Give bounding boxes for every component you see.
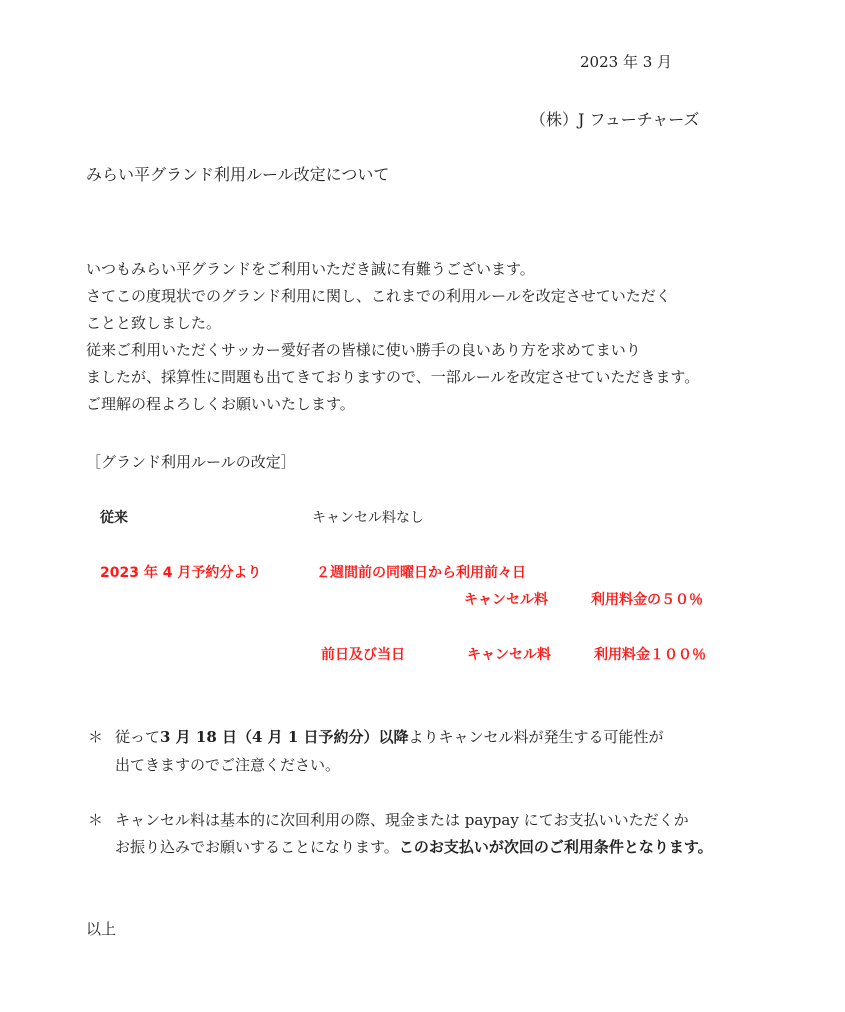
note2-line2	[115, 836, 713, 857]
intro-line: いつもみらい平グランドをご利用いただき誠に有難うございます。	[86, 260, 535, 278]
note1-line1	[115, 726, 664, 747]
note2-line1: キャンセル料は基本的に次回利用の際、現金または paypay にてお支払いいただくか	[115, 811, 689, 829]
new-rule-label: 2023 年 4 月予約分より	[100, 565, 262, 581]
tier2-condition: 前日及び当日	[321, 647, 405, 663]
previous-rule-label: 従来	[100, 510, 128, 526]
section-heading: ［グランド利用ルールの改定］	[86, 453, 296, 471]
note1-bullet: ＊	[88, 728, 104, 746]
note1-text-emphasis: 3 月 18 日（4 月 1 日予約分）以降	[160, 728, 409, 746]
note2-bullet: ＊	[88, 811, 104, 829]
intro-line: さてこの度現状でのグランド利用に関し、これまでの利用ルールを改定させていただく	[86, 287, 671, 305]
document-title: みらい平グランド利用ルール改定について	[86, 165, 390, 184]
note1-line2: 出てきますのでご注意ください。	[115, 756, 341, 774]
tier1-fee-value: 利用料金の５０％	[591, 592, 703, 608]
tier2-fee-label: キャンセル料	[467, 647, 551, 663]
tier1-condition: ２週間前の同曜日から利用前々日	[316, 565, 526, 581]
previous-rule-value: キャンセル料なし	[312, 510, 424, 526]
intro-line: ことと致しました。	[86, 314, 222, 332]
note2-text-emphasis: このお支払いが次回のご利用条件となります。	[398, 838, 713, 856]
company-name: （株）J フューチャーズ	[530, 110, 700, 129]
intro-line: 従来ご利用いただくサッカー愛好者の皆様に使い勝手の良いあり方を求めてまいり	[86, 341, 641, 359]
intro-line: ご理解の程よろしくお願いいたします。	[86, 395, 355, 413]
note1-text-post: よりキャンセル料が発生する可能性が	[408, 728, 664, 746]
note1-text-pre: 従って	[115, 728, 161, 746]
intro-paragraph	[86, 256, 699, 418]
note2-text-pre: お振り込みでお願いすることになります。	[115, 838, 399, 856]
tier2-fee-value: 利用料金１００％	[594, 647, 706, 663]
tier1-fee-label: キャンセル料	[464, 592, 548, 608]
intro-line: ましたが、採算性に問題も出てきておりますので、一部ルールを改定させていただきます。	[86, 368, 700, 386]
closing-text: 以上	[86, 920, 117, 938]
document-date: 2023 年 3 月	[580, 53, 673, 71]
